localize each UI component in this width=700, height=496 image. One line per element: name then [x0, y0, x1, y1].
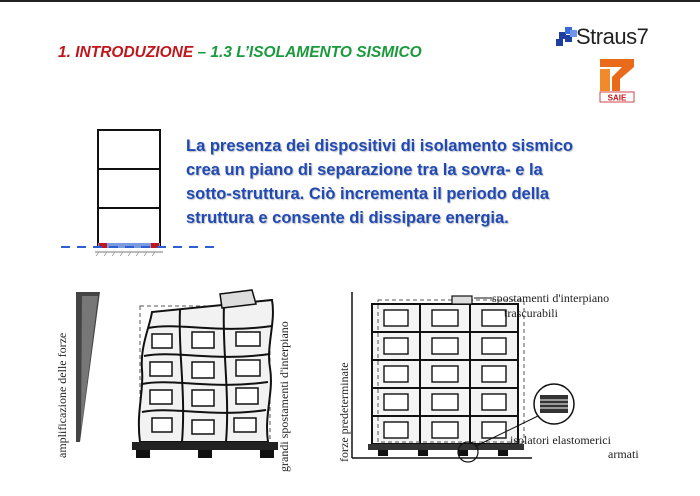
saie-logo-text: SAIE [607, 93, 627, 103]
isolated-building-figure [332, 282, 642, 472]
logo-text: Straus7 [576, 24, 649, 49]
predetermined-forces-label: forze predeterminate [337, 362, 351, 462]
top-border [0, 0, 700, 2]
title-subsection: – 1.3 L’ISOLAMENTO SISMICO [193, 44, 422, 61]
paragraph-line: crea un piano di separazione tra la sovra- e la [186, 161, 543, 179]
large-drift-label: grandi spostamenti d'interpiano [277, 321, 291, 472]
fixed-base-building-figure [52, 282, 302, 472]
elastomeric-isolators-label-2: armati [608, 447, 639, 461]
force-amplification-label: amplificazione delle forze [55, 332, 69, 458]
saie-logo [598, 57, 636, 103]
straus7-logo [556, 24, 686, 52]
slide-title [58, 44, 422, 62]
negligible-drift-label-1: spostamenti d'interpiano [492, 291, 610, 305]
paragraph-line: struttura e consente di dissipare energia. [186, 209, 509, 227]
elastomeric-isolators-label-1: isolatori elastomerici [510, 433, 611, 447]
paragraph-line: sotto-struttura. Ciò incrementa il periodo della [186, 185, 550, 203]
paragraph-line: La presenza dei dispositivi di isolamento sismico [186, 137, 573, 155]
title-section: 1. INTRODUZIONE [58, 44, 194, 61]
description-paragraph [186, 134, 646, 230]
negligible-drift-label-2: trascurabili [504, 306, 558, 320]
